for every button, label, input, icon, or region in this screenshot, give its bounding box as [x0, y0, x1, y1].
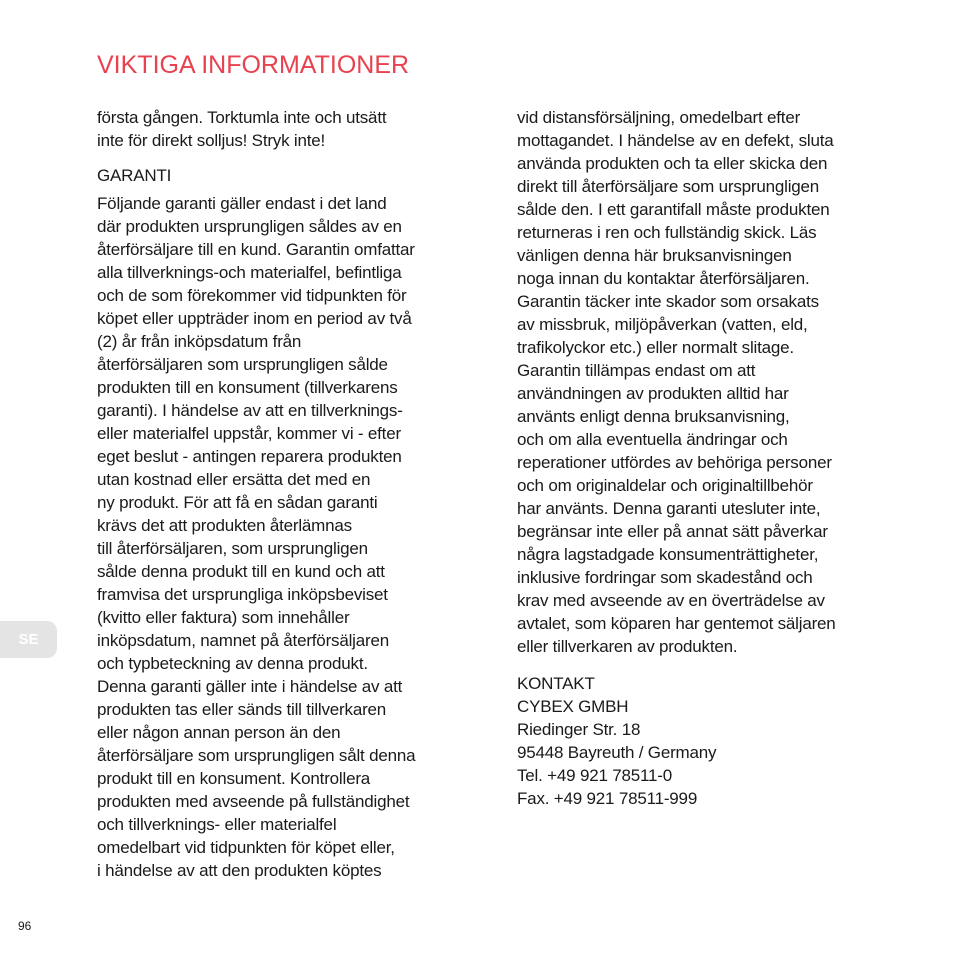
garanti-paragraph-left — [97, 192, 487, 882]
text-line: sålde den. I ett garantifall måste produkten — [517, 200, 830, 219]
text-line: produkten med avseende på fullständighet — [97, 792, 410, 811]
text-line: produkten tas eller sänds till tillverkaren — [97, 700, 387, 719]
text-line: reperationer utfördes av behöriga personer — [517, 453, 832, 472]
text-line: och de som förekommer vid tidpunkten för — [97, 286, 407, 305]
text-line: återförsäljaren som ursprungligen sålde — [97, 355, 388, 374]
text-line: Garantin täcker inte skador som orsakats — [517, 292, 819, 311]
text-line: av missbruk, miljöpåverkan (vatten, eld, — [517, 315, 808, 334]
fax-line: Fax. +49 921 78511-999 — [517, 789, 698, 808]
text-line: har använts. Denna garanti utesluter inte, — [517, 499, 821, 518]
text-line: till återförsäljaren, som ursprungligen — [97, 539, 368, 558]
text-line: krav med avseende av en överträdelse av — [517, 591, 825, 610]
text-line: första gången. Torktumla inte och utsätt — [97, 108, 387, 127]
page-title: VIKTIGA INFORMATIONER — [97, 51, 410, 79]
garanti-paragraph-right — [517, 106, 917, 658]
text-line: avtalet, som köparen har gentemot säljaren — [517, 614, 836, 633]
text-line: inköpsdatum, namnet på återförsäljaren — [97, 631, 389, 650]
text-line: direkt till återförsäljare som ursprungligen — [517, 177, 820, 196]
phone-line: Tel. +49 921 78511-0 — [517, 766, 672, 785]
text-line: inklusive fordringar som skadestånd och — [517, 568, 813, 587]
text-line: (kvitto eller faktura) som innehåller — [97, 608, 350, 627]
text-line: alla tillverknings-och materialfel, befintliga — [97, 263, 402, 282]
text-line: använts enligt denna bruksanvisning, — [517, 407, 790, 426]
text-line: produkt till en konsument. Kontrollera — [97, 769, 371, 788]
text-line: eget beslut - antingen reparera produkten — [97, 447, 402, 466]
text-line: inte för direkt solljus! Stryk inte! — [97, 131, 326, 150]
text-line: och tillverknings- eller materialfel — [97, 815, 337, 834]
text-line: användningen av produkten alltid har — [517, 384, 789, 403]
kontakt-heading: KONTAKT — [517, 674, 595, 693]
text-line: Garantin tillämpas endast om att — [517, 361, 756, 380]
address-line: Riedinger Str. 18 — [517, 720, 641, 739]
text-line: eller materialfel uppstår, kommer vi - efter — [97, 424, 401, 443]
text-line: framvisa det ursprungliga inköpsbeviset — [97, 585, 388, 604]
intro-paragraph — [97, 106, 487, 152]
text-line: Följande garanti gäller endast i det land — [97, 194, 387, 213]
text-line: återförsäljare till en kund. Garantin omfattar — [97, 240, 415, 259]
text-line: och om alla eventuella ändringar och — [517, 430, 788, 449]
left-column — [97, 106, 487, 882]
text-line: eller tillverkaren av produkten. — [517, 637, 738, 656]
text-line: några lagstadgade konsumenträttigheter, — [517, 545, 819, 564]
text-line: där produkten ursprungligen såldes av en — [97, 217, 402, 236]
page-number: 96 — [18, 919, 32, 933]
text-line: Denna garanti gäller inte i händelse av att — [97, 677, 403, 696]
right-column — [517, 106, 917, 810]
company-name: CYBEX GMBH — [517, 697, 629, 716]
text-line: ny produkt. För att få en sådan garanti — [97, 493, 378, 512]
text-line: (2) år från inköpsdatum från — [97, 332, 302, 351]
text-line: återförsäljare som ursprungligen sålt denna — [97, 746, 416, 765]
text-line: sålde denna produkt till en kund och att — [97, 562, 385, 581]
text-line: köpet eller uppträder inom en period av två — [97, 309, 412, 328]
text-line: krävs det att produkten återlämnas — [97, 516, 352, 535]
address-line: 95448 Bayreuth / Germany — [517, 743, 717, 762]
text-line: använda produkten och ta eller skicka den — [517, 154, 828, 173]
text-line: vid distansförsäljning, omedelbart efter — [517, 108, 801, 127]
text-line: och typbeteckning av denna produkt. — [97, 654, 368, 673]
text-line: omedelbart vid tidpunkten för köpet eller, — [97, 838, 395, 857]
text-line: trafikolyckor etc.) eller normalt slitage. — [517, 338, 794, 357]
text-line: returneras i ren och fullständig skick. Läs — [517, 223, 817, 242]
garanti-heading: GARANTI — [97, 166, 172, 185]
text-line: utan kostnad eller ersätta det med en — [97, 470, 371, 489]
text-line: mottagandet. I händelse av en defekt, sluta — [517, 131, 834, 150]
text-line: och om originaldelar och originaltillbehör — [517, 476, 813, 495]
text-line: vänligen denna här bruksanvisningen — [517, 246, 792, 265]
text-line: eller någon annan person än den — [97, 723, 341, 742]
text-line: noga innan du kontaktar återförsäljaren. — [517, 269, 810, 288]
text-line: begränsar inte eller på annat sätt påverkar — [517, 522, 828, 541]
contact-block — [517, 695, 917, 810]
text-line: garanti). I händelse av att en tillverknings- — [97, 401, 403, 420]
language-tab: SE — [0, 621, 57, 658]
text-line: produkten till en konsument (tillverkarens — [97, 378, 398, 397]
text-line: i händelse av att den produkten köptes — [97, 861, 382, 880]
